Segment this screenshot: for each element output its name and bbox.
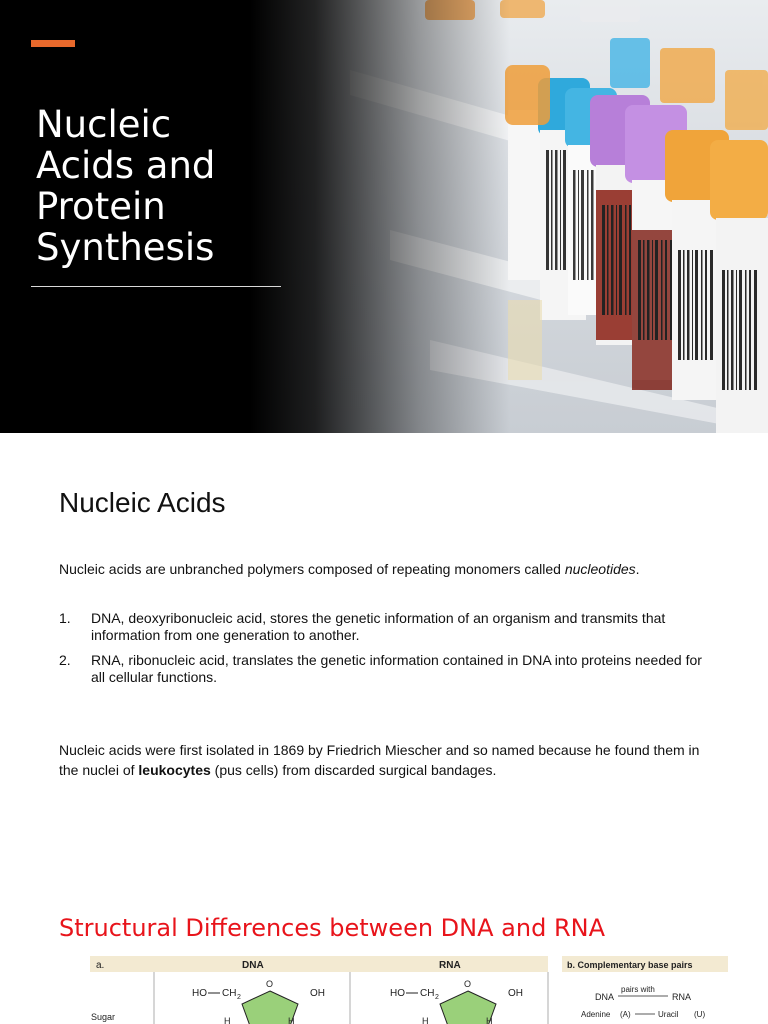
structural-heading: Structural Differences between DNA and RNA: [59, 914, 605, 942]
sugar-row-label: Sugar: [91, 1012, 116, 1022]
pair-dna-label: DNA: [595, 992, 615, 1002]
title-slide: [0, 0, 768, 433]
svg-text:(U): (U): [694, 1010, 706, 1019]
list-text: DNA, deoxyribonucleic acid, stores the genetic information of an organism and transmits that information from one generation to another.: [91, 610, 666, 643]
rna-column-label: RNA: [439, 960, 461, 971]
dna-column-label: DNA: [242, 960, 264, 971]
panel-b-label: b. Complementary base pairs: [567, 960, 693, 970]
svg-text:H: H: [224, 1016, 231, 1024]
history-text: Nucleic acids were first isolated in 1869 by Friedrich Miescher and so named because he found them in the nuclei of: [59, 742, 700, 778]
svg-text:H: H: [288, 1016, 295, 1024]
dna-rna-figure: [90, 954, 730, 1024]
svg-text:CH: CH: [420, 988, 435, 999]
figure-svg: [90, 954, 730, 1024]
panel-a-header-bar: [90, 956, 548, 972]
section-heading: Nucleic Acids: [59, 487, 226, 518]
intro-paragraph: [59, 560, 719, 578]
list-text: RNA, ribonucleic acid, translates the genetic information contained in DNA into proteins needed for all cellular functions.: [91, 652, 702, 685]
content-slide: [0, 433, 768, 1024]
svg-text:HO: HO: [390, 988, 405, 999]
svg-text:H: H: [422, 1016, 429, 1024]
pairs-with-label: pairs with: [621, 985, 655, 994]
svg-text:2: 2: [237, 994, 241, 1001]
svg-text:O: O: [266, 979, 274, 989]
title-divider: [31, 286, 281, 287]
svg-text:(A): (A): [620, 1010, 631, 1019]
intro-emphasis: nucleotides: [564, 561, 636, 577]
intro-text: Nucleic acids are unbranched polymers composed of repeating monomers called: [59, 561, 565, 577]
svg-text:CH: CH: [222, 988, 237, 999]
svg-text:OH: OH: [508, 988, 523, 999]
uracil-label: Uracil: [658, 1010, 679, 1019]
svg-text:O: O: [464, 979, 472, 989]
slide-title: Nucleic Acids and Protein Synthesis: [36, 103, 216, 269]
history-end: (pus cells) from discarded surgical bandages.: [210, 762, 497, 778]
ribose-structure: [390, 979, 523, 1024]
numbered-list: [59, 610, 719, 694]
pair-rna-label: RNA: [672, 992, 692, 1002]
svg-text:H: H: [486, 1016, 493, 1024]
deoxyribose-structure: [192, 979, 325, 1024]
list-number: 1.: [59, 610, 71, 626]
svg-text:HO: HO: [192, 988, 207, 999]
svg-text:OH: OH: [310, 988, 325, 999]
history-bold-term: leukocytes: [138, 762, 211, 778]
intro-end: .: [635, 561, 640, 577]
adenine-label: Adenine: [581, 1010, 611, 1019]
list-item: [59, 652, 719, 686]
history-paragraph: [59, 740, 719, 780]
accent-bar: [31, 40, 75, 47]
svg-text:2: 2: [435, 994, 439, 1001]
panel-a-label: a.: [96, 960, 105, 971]
photo-gradient-overlay: [250, 0, 510, 433]
list-number: 2.: [59, 652, 71, 668]
list-item: [59, 610, 719, 644]
